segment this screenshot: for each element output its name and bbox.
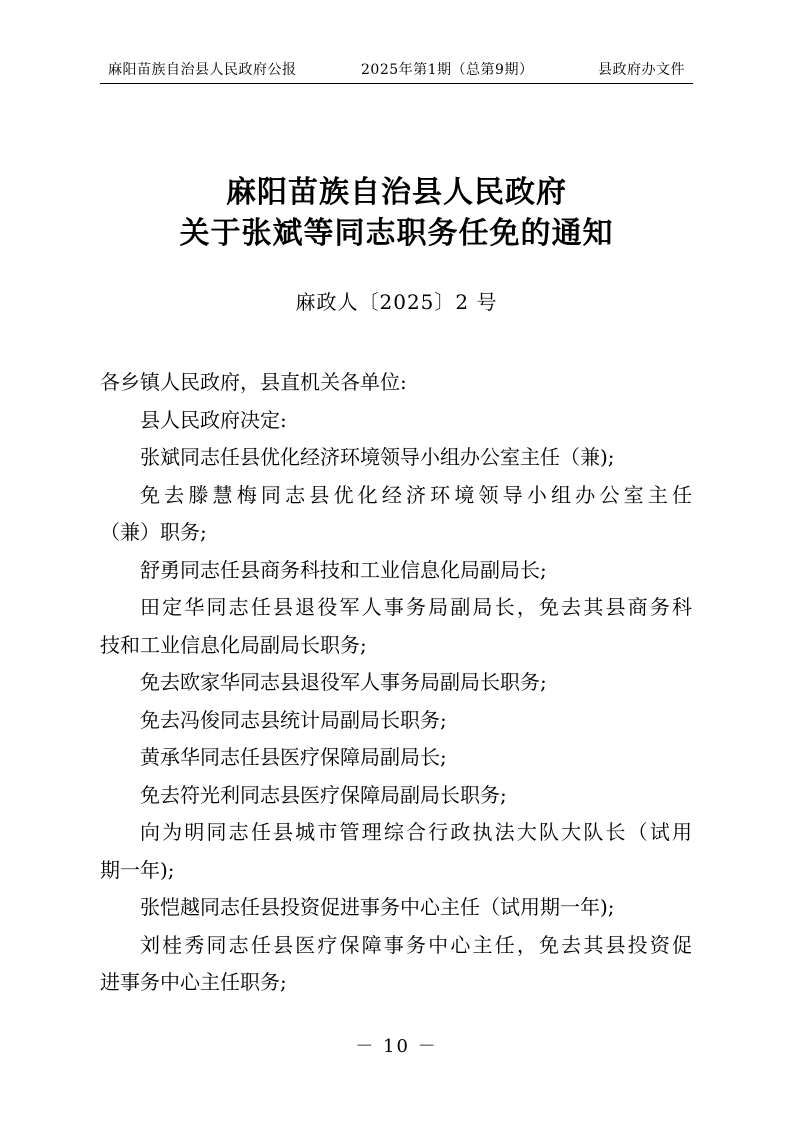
body-line: 舒勇同志任县商务科技和工业信息化局副局长; [140, 557, 547, 582]
body-line: 技和工业信息化局副局长职务; [100, 632, 367, 657]
body-line: 张斌同志任县优化经济环境领导小组办公室主任（兼); [140, 445, 615, 469]
page-number: － 10 － [355, 1036, 438, 1057]
body-line: 免去滕慧梅同志县优化经济环境领导小组办公室主任 [140, 482, 692, 507]
document-number: 麻政人〔2025〕2 号 [295, 290, 498, 314]
body-line: 向为明同志任县城市管理综合行政执法大队大队长（试用 [140, 820, 692, 844]
document-title-line2: 关于张斌等同志职务任免的通知 [179, 216, 614, 251]
document-body [100, 364, 692, 1002]
intro-line: 县人民政府决定: [140, 407, 287, 432]
body-line: 进事务中心主任职务; [100, 970, 287, 994]
running-header [108, 58, 685, 80]
header-publication: 麻阳苗族自治县人民政府公报 [108, 62, 297, 78]
addressee: 各乡镇人民政府，县直机关各单位: [100, 370, 407, 394]
body-line: 张恺越同志任县投资促进事务中心主任（试用期一年); [140, 895, 615, 919]
body-line: 免去欧家华同志县退役军人事务局副局长职务; [140, 670, 547, 694]
header-section: 县政府办文件 [597, 62, 685, 78]
document-title-line1: 麻阳苗族自治县人民政府 [226, 175, 567, 210]
body-line: 刘桂秀同志任县医疗保障事务中心主任，免去其县投资促 [140, 932, 692, 957]
body-line: 免去冯俊同志县统计局副局长职务; [140, 707, 447, 732]
body-line: 黄承华同志任县医疗保障局副局长; [140, 745, 447, 769]
body-line: 免去符光利同志县医疗保障局副局长职务; [140, 782, 507, 807]
body-line: 期一年); [100, 857, 175, 882]
header-issue: 2025年第1期（总第9期） [361, 62, 534, 78]
body-line: 田定华同志任县退役军人事务局副局长，免去其县商务科 [140, 595, 692, 619]
body-line: （兼）职务; [100, 520, 207, 544]
header-rule [100, 83, 693, 84]
